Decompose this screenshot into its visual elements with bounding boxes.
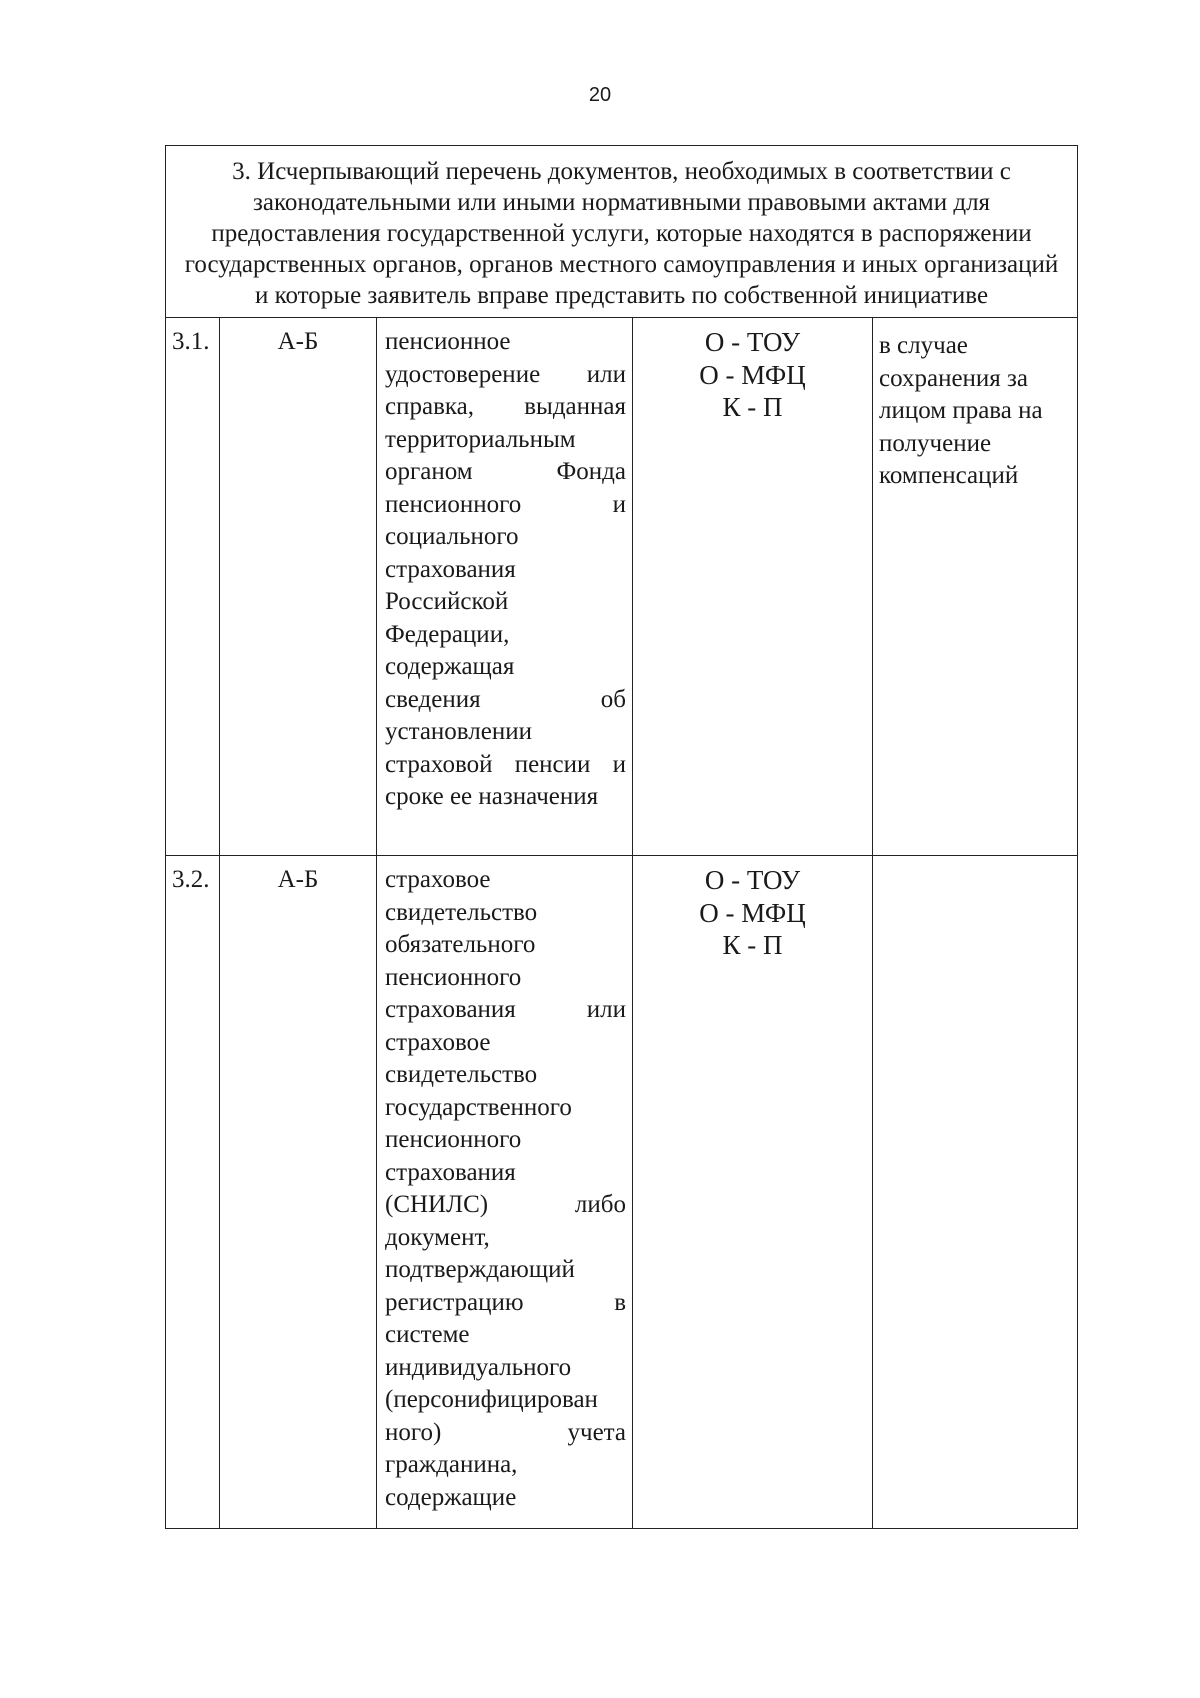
document-text-line: (СНИЛС) либо — [385, 1191, 626, 1218]
document-text-line: пенсионного и — [385, 490, 626, 518]
section-header-row — [166, 146, 1078, 318]
row-document — [377, 856, 633, 1529]
document-text-line: Федерации, — [385, 620, 510, 648]
page-number: 20 — [588, 84, 612, 106]
document-text-line: социального — [385, 523, 519, 550]
document-text-line: страховое — [385, 1028, 491, 1056]
document-text-line: подтверждающий — [385, 1256, 575, 1283]
row-code: А-Б — [220, 318, 377, 856]
document-text-line: (персонифицирован — [385, 1386, 598, 1413]
document-text-line: пенсионное — [385, 328, 511, 355]
table-row — [166, 318, 1078, 856]
row-number: 3.1. — [166, 318, 220, 856]
document-text-line: обязательного — [385, 931, 536, 958]
where-line: О - МФЦ — [699, 359, 806, 390]
document-text-line: территориальным — [385, 425, 576, 453]
row-where — [633, 856, 873, 1529]
document-text-line: сведения об — [385, 685, 626, 713]
where-line: О - МФЦ — [699, 897, 806, 928]
document-text-line: системе — [385, 1321, 470, 1348]
table-row — [166, 856, 1078, 1529]
document-text-line: страхования — [385, 555, 516, 583]
where-line: О - ТОУ — [704, 327, 801, 357]
document-text-line: документ, — [385, 1223, 490, 1251]
document-text-line: установлении — [385, 718, 532, 745]
document-text-line: сроке ее назначения — [385, 783, 599, 810]
document-text-line: свидетельство — [385, 1061, 538, 1088]
documents-table — [165, 145, 1078, 1529]
document-text-line: удостоверение или — [385, 360, 626, 388]
row-document — [377, 318, 633, 856]
document-text-line: страхования — [385, 1158, 516, 1186]
document-text-line: свидетельство — [385, 898, 538, 926]
document-text-line: регистрацию в — [385, 1288, 626, 1316]
document-text-line: ного) учета — [385, 1418, 626, 1446]
document-text-line: содержащие — [385, 1483, 517, 1511]
where-line: О - ТОУ — [704, 865, 801, 895]
document-text-line: справка, выданная — [385, 393, 626, 420]
document-text-line: страхования или — [385, 996, 626, 1023]
row-number: 3.2. — [166, 856, 220, 1529]
document-text-line: страховой пенсии и — [385, 750, 626, 778]
row-where — [633, 318, 873, 856]
row-code: А-Б — [220, 856, 377, 1529]
document-text-line: органом Фонда — [385, 458, 626, 485]
row-condition: в случае сохранения за лицом права на получение компенсаций — [873, 318, 1078, 856]
section-title: 3. Исчерпывающий перечень документов, необходимых в соответствии с законодательными или иными нормативными правовыми актами для предоставления государственной услуги, которые находятся в распоряжении государственных органов, органов местного самоуправления и иных организаций и которые заявитель вправе представить по собственной инициативе — [166, 146, 1078, 318]
document-text-line: пенсионного — [385, 963, 522, 991]
document-text-line: содержащая — [385, 653, 515, 680]
document-text-line: государственного — [385, 1093, 572, 1121]
document-text-line: Российской — [385, 588, 509, 615]
document-text-line: гражданина, — [385, 1451, 518, 1478]
where-line: К - П — [722, 930, 783, 960]
row-condition — [873, 856, 1078, 1529]
where-line: К - П — [722, 392, 783, 422]
document-text-line: индивидуального — [385, 1353, 572, 1381]
document-text-line: пенсионного — [385, 1126, 522, 1153]
document-text-line: страховое — [385, 866, 491, 893]
